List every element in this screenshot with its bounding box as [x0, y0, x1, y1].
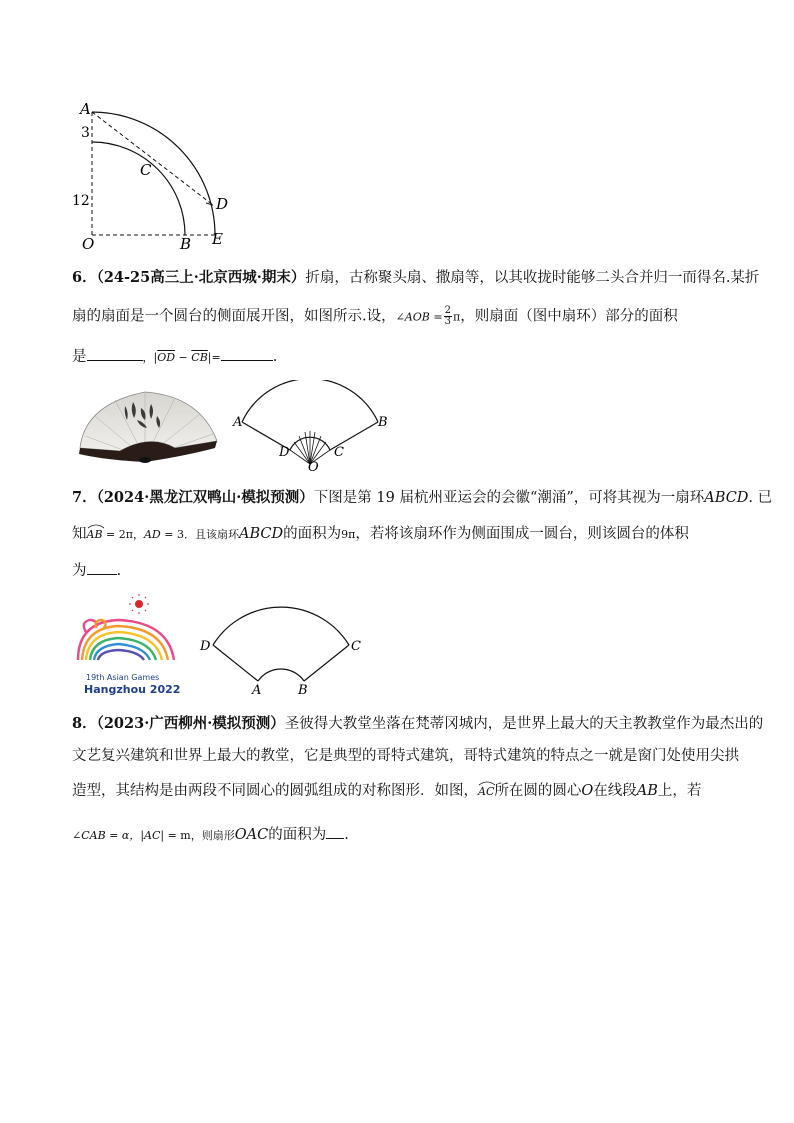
dashed-ad [92, 112, 213, 205]
q7-text-2c: = 3．且该扇环 [160, 528, 239, 541]
q6-fraction [444, 306, 452, 327]
q8-text-3a: 造型，其结构是由两段不同圆心的圆弧组成的对称图形．如图， [72, 783, 478, 799]
q6-frac-num: 2 [444, 305, 451, 316]
q8-line-1 [72, 714, 763, 734]
q6-answer-blank-2[interactable] [221, 346, 273, 361]
q8-o: O [581, 783, 594, 799]
q7-label-A: A [252, 683, 262, 698]
q8-arc-ac-text: AC [478, 785, 495, 798]
q7-abcd: ABCD [704, 490, 749, 506]
arc-mark-icon [87, 523, 105, 529]
q7-line-2 [72, 524, 689, 545]
q7-inner-arc [258, 669, 304, 681]
arc-mark-icon [478, 780, 496, 786]
q7-label-C: C [351, 639, 361, 654]
q7-period: . [116, 563, 122, 579]
fan-label-O: O [308, 460, 319, 472]
q8-ac-abs: |AC| [140, 829, 165, 842]
q7-outer-arc [213, 607, 349, 645]
q7-text-2e: ，若将该扇环作为侧面围成一圆台，则该圆台的体积 [355, 526, 689, 542]
q8-line-4 [72, 824, 349, 846]
q7-ninepi: 9π [341, 528, 356, 541]
q6-abs-open: ，| [142, 351, 158, 364]
tide-waves-icon [78, 620, 174, 660]
q7-answer-blank[interactable] [87, 560, 117, 575]
inner-arc [92, 142, 185, 235]
q8-angle: ∠CAB = α， [72, 829, 141, 842]
q7-label-D: D [200, 639, 211, 654]
q8-source: （2023·广西柳州·模拟预测） [96, 715, 285, 732]
q7-text-2b: = 2π， [102, 528, 144, 541]
q6-pi: π [452, 310, 461, 324]
q7-arc-ab [87, 528, 103, 541]
fan-label-A: A [233, 415, 243, 430]
fan-outer-arc [242, 380, 378, 422]
logo-text-line2: Hangzhou 2022 [84, 683, 181, 696]
q6-text-1: 折扇，古称聚头扇、撒扇等，以其收拢时能够二头合并归一而得名.某折 [305, 270, 760, 286]
sun-icon [129, 594, 149, 614]
q8-text-4b: = m，则扇形 [164, 829, 235, 842]
label-12: 12 [72, 193, 90, 209]
q6-number: 6． [72, 269, 97, 286]
q7-text-3: 为 [72, 563, 87, 579]
q8-text-3c: 在线段 [593, 783, 637, 799]
label-3: 3 [81, 125, 90, 141]
outer-arc [92, 112, 215, 235]
q6-answer-blank-1[interactable] [87, 346, 143, 361]
q7-text-2a: 知 [72, 526, 87, 542]
figure-hangzhou-asian-games-logo [72, 594, 182, 698]
fan-label-D: D [279, 445, 290, 460]
label-O: O [82, 235, 95, 252]
figure-annulus-sector [60, 100, 260, 252]
q6-vec-cb: $\overline{CB}$ [191, 351, 208, 364]
q6-text-2b: ，则扇面（图中扇环）部分的面积 [460, 308, 678, 325]
q8-oac: OAC [234, 827, 269, 843]
q8-line-2 [72, 746, 739, 766]
q8-arc-ac [478, 785, 494, 798]
label-D: D [216, 195, 229, 213]
q7-number: 7． [72, 489, 97, 506]
fan-label-B: B [378, 415, 388, 430]
q7-abcd-2: ABCD [238, 526, 284, 542]
q8-number: 8． [72, 715, 97, 732]
tick-d [206, 203, 213, 205]
q8-text-3d: 上，若 [657, 783, 702, 799]
q6-source: （24-25高三上·北京西城·期末） [96, 269, 306, 286]
q7-text-2d: 的面积为 [283, 526, 342, 542]
q8-answer-blank[interactable] [326, 824, 344, 839]
q6-line-2 [72, 306, 678, 328]
q8-text-2: 文艺复兴建筑和世界上最大的教堂，它是典型的哥特式建筑，哥特式建筑的特点之一就是窗门处使用尖拱 [72, 748, 739, 764]
q6-line-3 [72, 346, 277, 368]
q6-frac-den: 3 [444, 316, 451, 327]
q6-line-1 [72, 268, 759, 288]
q6-minus: − [175, 351, 192, 364]
q7-right-edge [304, 645, 349, 681]
q7-source: （2024·黑龙江双鸭山·模拟预测） [96, 489, 314, 506]
q6-vec-od: $\overline{OD}$ [157, 351, 176, 364]
q6-angle: ∠AOB = [395, 310, 443, 324]
q8-text-1: 圣彼得大教堂坐落在梵蒂冈城内，是世界上最大的天主教教堂作为最杰出的 [284, 716, 764, 732]
q6-abs-close: |= [207, 351, 221, 364]
fan-label-C: C [334, 445, 344, 460]
label-A: A [80, 100, 91, 118]
q7-label-B: B [298, 683, 308, 698]
q7-left-edge [213, 645, 258, 681]
q8-text-3b: 所在圆的圆心 [494, 783, 582, 799]
q7-line-1 [72, 488, 772, 508]
q8-text-4c: 的面积为 [268, 827, 327, 843]
q8-period: . [344, 827, 349, 843]
figure-folding-fan-photo [75, 386, 220, 466]
q7-text-1-end: . 已 [748, 490, 773, 506]
logo-text-line1: 19th Asian Games [86, 673, 160, 682]
label-E: E [212, 230, 223, 248]
q8-line-3 [72, 781, 701, 802]
label-C: C [140, 161, 152, 179]
q7-line-3 [72, 560, 121, 581]
q7-text-1: 下图是第 19 届杭州亚运会的会徽“潮涌”，可将其视为一扇环 [313, 490, 705, 506]
q6-text-3: 是 [72, 349, 87, 365]
q7-arc-ab-text: AB [86, 528, 103, 541]
q7-ad: AD [143, 528, 161, 541]
q6-period: . [272, 349, 278, 365]
figure-fan-diagram [232, 380, 392, 472]
q8-ab: AB [636, 783, 658, 799]
label-B: B [180, 235, 192, 252]
figure-q7-annulus-diagram [196, 606, 366, 698]
q6-text-2: 扇的扇面是一个圆台的侧面展开图，如图所示.设， [72, 308, 396, 325]
